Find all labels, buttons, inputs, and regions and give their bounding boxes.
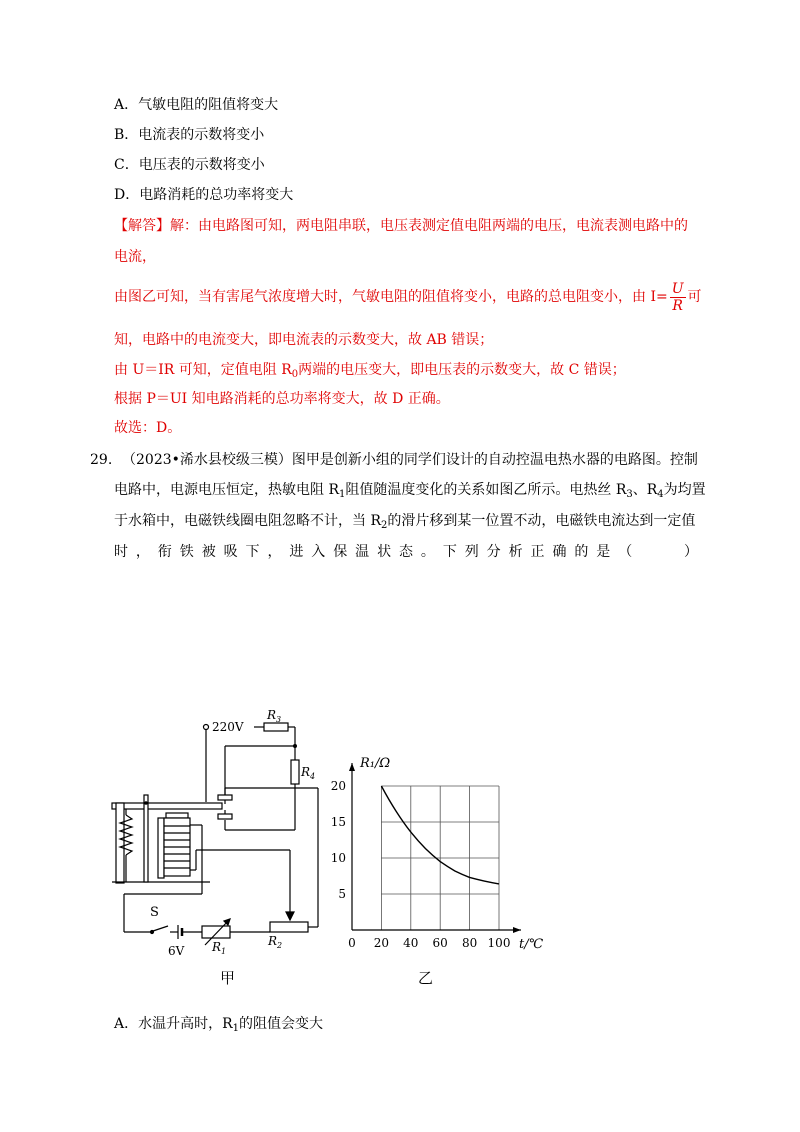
question-char: 态: [398, 544, 413, 560]
x-axis-label: t/℃: [519, 937, 544, 952]
answer-text: 可: [687, 289, 702, 305]
question-char: 是: [596, 544, 611, 560]
question-char: ，: [135, 544, 150, 560]
y-tick-label: 5: [338, 887, 346, 901]
answer-line-1: [114, 216, 688, 236]
question-char: 温: [355, 544, 370, 560]
switch-s: [153, 926, 168, 931]
y-axis-label: R₁/Ω: [360, 756, 391, 771]
question-text: 于水箱中，电磁铁线圈电阻忽略不计，当 R: [114, 513, 381, 529]
question-text: 为均置: [663, 482, 706, 498]
r1-label: $R_1$: [212, 940, 227, 956]
answer-line-3: [114, 280, 702, 314]
question-text: 电路中，电源电压恒定，热敏电阻 R: [114, 482, 339, 498]
subscript: 3: [626, 489, 633, 500]
option-letter: A．: [114, 97, 139, 113]
option-text: 气敏电阻的阻值将变大: [138, 97, 279, 113]
question-line-2: [114, 480, 706, 505]
r4-resistor: [291, 760, 299, 784]
fraction-u-over-r: [670, 281, 686, 314]
r2-label: $R_2$: [268, 934, 283, 950]
question-char: 。: [420, 544, 435, 560]
y-tick-label: 10: [330, 851, 346, 865]
question-char: （: [618, 544, 633, 560]
answer-tag: 【解答】: [114, 218, 170, 234]
option-text: A．水温升高时，R: [114, 1016, 233, 1032]
r3-label: $R_3$: [267, 708, 282, 724]
question-char: [662, 542, 676, 562]
answer-line-6: 根据 P＝UI 知电路消耗的总功率将变大，故 D 正确。: [114, 391, 450, 407]
question-char: [640, 542, 654, 562]
answer-line-2: 电流，: [114, 249, 156, 265]
figure-caption-yi: 乙: [418, 969, 434, 987]
question-char: 正: [530, 544, 545, 560]
option-d: [114, 185, 293, 205]
y-tick-label: 15: [330, 815, 346, 829]
figure-caption-jia: 甲: [220, 969, 236, 987]
question-text: 、R: [632, 482, 658, 498]
r1-temperature-chart: [330, 755, 560, 960]
fraction-denominator: R: [672, 297, 683, 314]
question-char: 确: [552, 544, 567, 560]
y-axis-arrow: [349, 763, 355, 771]
subscript: 0: [291, 369, 299, 380]
question-text: 的滑片移到某一位置不动，电磁铁电流达到一定值: [387, 513, 696, 529]
question-char: 状: [377, 544, 392, 560]
answer-text: 解：由电路图可知，两电阻串联，电压表测定值电阻两端的电压，电流表测电路中的: [170, 218, 688, 234]
x-tick-label: 60: [432, 936, 448, 950]
answer-line-5: [114, 360, 626, 385]
voltage-label: 220V: [212, 720, 244, 734]
x-tick-label: 40: [403, 936, 419, 950]
question-line-1: （2023•浠水县校级三模）图甲是创新小组的同学们设计的自动控温电热水器的电路图。控制: [122, 452, 698, 468]
question-char: 下: [442, 544, 457, 560]
question-char: 铁: [179, 544, 194, 560]
subscript: 1: [232, 1023, 240, 1034]
question-char: 保: [333, 544, 348, 560]
question-char: ）: [683, 544, 698, 560]
switch-label: S: [150, 905, 159, 920]
answer-line-7: 故选：D。: [114, 420, 182, 436]
question-char: ，: [267, 544, 282, 560]
subscript: 2: [381, 520, 388, 531]
question-text: 阻值随温度变化的关系如图乙所示。电热丝 R: [345, 482, 627, 498]
option-letter: D．: [114, 187, 140, 203]
option-text: 电路消耗的总功率将变大: [139, 187, 294, 203]
r4-label: $R_4$: [301, 765, 316, 781]
option-letter: B．: [114, 127, 139, 143]
question-char: 下: [245, 544, 260, 560]
electromagnet-coil: [164, 818, 190, 876]
option-text: 电压表的示数将变小: [138, 157, 265, 173]
subscript: 4: [657, 489, 664, 500]
option-b: [114, 125, 264, 145]
subscript: 1: [339, 489, 346, 500]
answer-text: 由 U＝IR 可知，定值电阻 R: [114, 362, 292, 378]
question-char: 时: [114, 544, 128, 560]
option-a: [114, 95, 278, 115]
x-tick-label: 20: [373, 936, 390, 950]
question-char: 分: [486, 544, 501, 560]
option-text: 的阻值会变大: [239, 1016, 324, 1032]
option-letter: C．: [114, 157, 139, 173]
fraction-numerator: U: [671, 280, 684, 297]
battery-label: 6V: [168, 944, 185, 958]
question-number: 29.: [90, 452, 113, 468]
x-axis-arrow: [513, 927, 521, 933]
question-option-a: [114, 1014, 323, 1039]
question-char: 吸: [223, 544, 238, 560]
question-char: 衔: [157, 544, 172, 560]
answer-line-4: 知，电路中的电流变大，即电流表的示数变大，故 AB 错误；: [114, 332, 494, 348]
answer-text: 由图乙可知，当有害尾气浓度增大时，气敏电阻的阻值将变小，电路的总电阻变小，由 I=: [114, 289, 668, 305]
question-char: 进: [289, 544, 304, 560]
question-char: 被: [201, 544, 216, 560]
r3-resistor: [264, 723, 288, 731]
question-line-4: [114, 542, 698, 562]
r1-thermistor: [202, 926, 230, 938]
y-tick-label: 20: [330, 779, 346, 793]
option-c: [114, 155, 265, 175]
question-char: 入: [311, 544, 326, 560]
question-char: 的: [574, 544, 589, 560]
option-text: 电流表的示数将变小: [138, 127, 265, 143]
x-tick-label: 0: [348, 936, 356, 950]
answer-text: 两端的电压变大，即电压表的示数变大，故 C 错误；: [298, 362, 626, 378]
x-tick-label: 80: [461, 936, 478, 950]
circuit-diagram: [110, 700, 330, 990]
question-line-3: [114, 511, 695, 536]
question-char: 列: [464, 544, 479, 560]
x-tick-label: 100: [487, 936, 511, 950]
r2-rheostat: [270, 922, 308, 932]
question-char: 析: [508, 544, 523, 560]
